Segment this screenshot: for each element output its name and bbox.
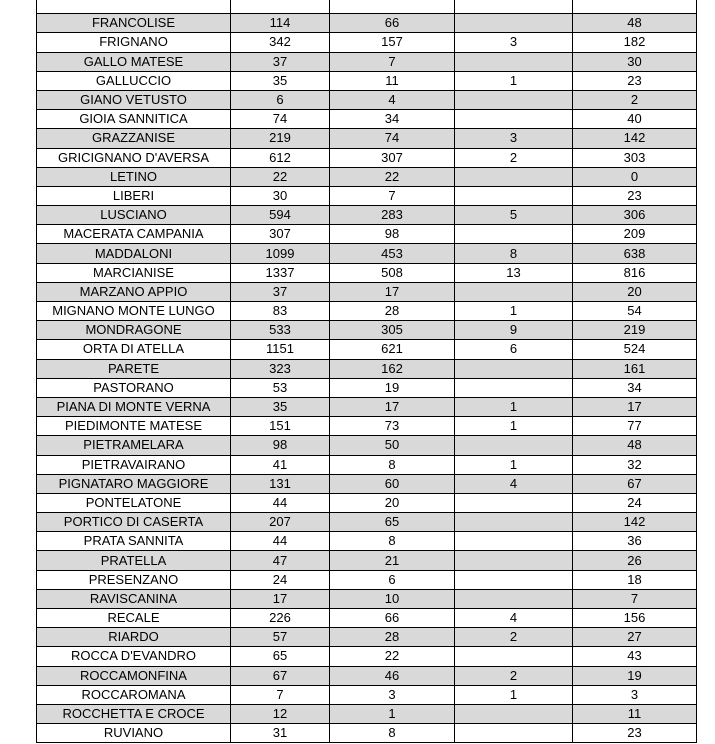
municipality-name-cell: MARCIANISE: [37, 263, 231, 282]
table-row: [37, 685, 697, 704]
value-col-4-cell: 209: [573, 225, 697, 244]
value-col-1-cell: 24: [231, 570, 330, 589]
value-col-3-cell: [455, 110, 573, 129]
value-col-2-cell: 1: [330, 704, 455, 723]
value-col-2-cell: 46: [330, 666, 455, 685]
value-col-3-cell: 1: [455, 397, 573, 416]
value-col-2-cell: 4: [330, 90, 455, 109]
value-col-3-cell: [455, 14, 573, 33]
table-row: [37, 417, 697, 436]
value-col-2-cell: 8: [330, 724, 455, 743]
value-col-4-cell: 27: [573, 628, 697, 647]
value-col-4-cell: 36: [573, 532, 697, 551]
table-row: [37, 90, 697, 109]
value-col-3-cell: 2: [455, 666, 573, 685]
value-col-2-cell: 28: [330, 628, 455, 647]
value-col-1-cell: 41: [231, 455, 330, 474]
value-col-3-cell: [455, 167, 573, 186]
value-col-3-cell: 5: [455, 206, 573, 225]
table-row: [37, 186, 697, 205]
table-row: [37, 378, 697, 397]
table-row: [37, 14, 697, 33]
municipality-name-cell: PARETE: [37, 359, 231, 378]
value-col-1-cell: 74: [231, 110, 330, 129]
value-col-4-cell: 30: [573, 52, 697, 71]
value-col-2-cell: 3: [330, 685, 455, 704]
value-col-1-cell: 37: [231, 52, 330, 71]
table-row: [37, 321, 697, 340]
value-col-4-cell: 40: [573, 110, 697, 129]
municipality-name-cell: RIARDO: [37, 628, 231, 647]
value-col-2-cell: 6: [330, 570, 455, 589]
table-row: [37, 551, 697, 570]
value-col-1-cell: 67: [231, 666, 330, 685]
table-row: [37, 397, 697, 416]
value-col-4-cell: 7: [573, 589, 697, 608]
value-col-4-cell: 156: [573, 609, 697, 628]
table-row: [37, 436, 697, 455]
value-col-3-cell: [455, 589, 573, 608]
municipality-name-cell: RUVIANO: [37, 724, 231, 743]
value-col-3-cell: [455, 52, 573, 71]
value-col-2-cell: 307: [330, 148, 455, 167]
value-col-2-cell: 17: [330, 282, 455, 301]
municipality-name-cell: PIGNATARO MAGGIORE: [37, 474, 231, 493]
value-col-3-cell: [455, 532, 573, 551]
value-col-2-cell: 621: [330, 340, 455, 359]
value-col-4-cell: 219: [573, 321, 697, 340]
table-row: [37, 609, 697, 628]
value-col-2-cell: 60: [330, 474, 455, 493]
value-col-1-cell: 1151: [231, 340, 330, 359]
value-col-1-cell: 342: [231, 33, 330, 52]
value-col-2-cell: 66: [330, 609, 455, 628]
table-row: [37, 647, 697, 666]
value-col-3-cell: 2: [455, 628, 573, 647]
value-col-2-cell: 453: [330, 244, 455, 263]
value-col-3-cell: [455, 225, 573, 244]
value-col-2-cell: 21: [330, 551, 455, 570]
table-row: [37, 493, 697, 512]
municipality-name-cell: PIETRAMELARA: [37, 436, 231, 455]
table-row: [37, 244, 697, 263]
value-col-3-cell: [455, 378, 573, 397]
value-col-4-cell: 11: [573, 704, 697, 723]
value-col-2-cell: 17: [330, 397, 455, 416]
value-col-3-cell: [455, 647, 573, 666]
value-col-4-cell: 34: [573, 378, 697, 397]
value-col-4-cell: 17: [573, 397, 697, 416]
value-col-3-cell: 6: [455, 340, 573, 359]
table-row: [37, 704, 697, 723]
municipality-name-cell: GRICIGNANO D'AVERSA: [37, 148, 231, 167]
value-col-3-cell: [455, 359, 573, 378]
value-col-2-cell: 10: [330, 589, 455, 608]
value-col-3-cell: 3: [455, 33, 573, 52]
value-col-2-cell: 508: [330, 263, 455, 282]
value-col-3-cell: 1: [455, 71, 573, 90]
table-row: [37, 282, 697, 301]
value-col-2-cell: 157: [330, 33, 455, 52]
value-col-4-cell: 54: [573, 302, 697, 321]
value-col-2-cell: [330, 0, 455, 14]
value-col-2-cell: 74: [330, 129, 455, 148]
value-col-3-cell: [455, 282, 573, 301]
value-col-4-cell: 23: [573, 71, 697, 90]
value-col-3-cell: [455, 704, 573, 723]
value-col-2-cell: 28: [330, 302, 455, 321]
value-col-2-cell: 34: [330, 110, 455, 129]
value-col-1-cell: 30: [231, 186, 330, 205]
value-col-4-cell: 67: [573, 474, 697, 493]
value-col-3-cell: 13: [455, 263, 573, 282]
value-col-3-cell: [455, 551, 573, 570]
value-col-1-cell: 1337: [231, 263, 330, 282]
value-col-4-cell: 18: [573, 570, 697, 589]
municipality-name-cell: PORTICO DI CASERTA: [37, 513, 231, 532]
table-body: [37, 0, 697, 743]
value-col-2-cell: 283: [330, 206, 455, 225]
municipality-name-cell: ORTA DI ATELLA: [37, 340, 231, 359]
table-row: [37, 532, 697, 551]
value-col-1-cell: [231, 0, 330, 14]
value-col-3-cell: 9: [455, 321, 573, 340]
value-col-1-cell: 6: [231, 90, 330, 109]
value-col-1-cell: 151: [231, 417, 330, 436]
value-col-4-cell: 303: [573, 148, 697, 167]
value-col-2-cell: 22: [330, 167, 455, 186]
value-col-4-cell: 142: [573, 513, 697, 532]
municipality-name-cell: PRATELLA: [37, 551, 231, 570]
table-row: [37, 148, 697, 167]
value-col-2-cell: 7: [330, 186, 455, 205]
value-col-1-cell: 323: [231, 359, 330, 378]
value-col-2-cell: 19: [330, 378, 455, 397]
value-col-3-cell: 1: [455, 455, 573, 474]
value-col-4-cell: 24: [573, 493, 697, 512]
value-col-3-cell: 4: [455, 474, 573, 493]
value-col-3-cell: 1: [455, 302, 573, 321]
value-col-3-cell: 8: [455, 244, 573, 263]
municipality-name-cell: MADDALONI: [37, 244, 231, 263]
value-col-1-cell: 53: [231, 378, 330, 397]
value-col-4-cell: 161: [573, 359, 697, 378]
municipality-name-cell: LIBERI: [37, 186, 231, 205]
value-col-2-cell: 162: [330, 359, 455, 378]
value-col-3-cell: 3: [455, 129, 573, 148]
value-col-4-cell: 816: [573, 263, 697, 282]
value-col-1-cell: 594: [231, 206, 330, 225]
table-row: [37, 0, 697, 14]
value-col-3-cell: [455, 90, 573, 109]
municipality-name-cell: ROCCAMONFINA: [37, 666, 231, 685]
municipality-name-cell: [37, 0, 231, 14]
value-col-1-cell: 1099: [231, 244, 330, 263]
value-col-4-cell: 524: [573, 340, 697, 359]
table-row: [37, 474, 697, 493]
municipality-name-cell: RAVISCANINA: [37, 589, 231, 608]
value-col-2-cell: 8: [330, 532, 455, 551]
municipality-name-cell: MACERATA CAMPANIA: [37, 225, 231, 244]
value-col-3-cell: [455, 0, 573, 14]
table-row: [37, 110, 697, 129]
value-col-4-cell: 26: [573, 551, 697, 570]
value-col-3-cell: [455, 513, 573, 532]
value-col-1-cell: 207: [231, 513, 330, 532]
municipality-name-cell: PIETRAVAIRANO: [37, 455, 231, 474]
value-col-4-cell: 77: [573, 417, 697, 436]
municipality-name-cell: FRANCOLISE: [37, 14, 231, 33]
table-row: [37, 359, 697, 378]
value-col-1-cell: 533: [231, 321, 330, 340]
municipality-name-cell: PONTELATONE: [37, 493, 231, 512]
value-col-1-cell: 219: [231, 129, 330, 148]
value-col-1-cell: 47: [231, 551, 330, 570]
value-col-1-cell: 35: [231, 71, 330, 90]
value-col-1-cell: 7: [231, 685, 330, 704]
value-col-1-cell: 22: [231, 167, 330, 186]
value-col-2-cell: 98: [330, 225, 455, 244]
value-col-2-cell: 50: [330, 436, 455, 455]
value-col-4-cell: 182: [573, 33, 697, 52]
table-row: [37, 340, 697, 359]
value-col-3-cell: 2: [455, 148, 573, 167]
municipality-name-cell: GALLO MATESE: [37, 52, 231, 71]
value-col-1-cell: 31: [231, 724, 330, 743]
municipality-name-cell: MARZANO APPIO: [37, 282, 231, 301]
table-row: [37, 71, 697, 90]
municipality-table: [36, 0, 697, 743]
value-col-2-cell: 305: [330, 321, 455, 340]
municipality-name-cell: GRAZZANISE: [37, 129, 231, 148]
value-col-1-cell: 37: [231, 282, 330, 301]
table-row: [37, 589, 697, 608]
value-col-1-cell: 98: [231, 436, 330, 455]
value-col-4-cell: 48: [573, 436, 697, 455]
municipality-name-cell: PIANA DI MONTE VERNA: [37, 397, 231, 416]
municipality-name-cell: ROCCAROMANA: [37, 685, 231, 704]
value-col-4-cell: 306: [573, 206, 697, 225]
value-col-3-cell: 4: [455, 609, 573, 628]
value-col-1-cell: 307: [231, 225, 330, 244]
value-col-3-cell: [455, 493, 573, 512]
value-col-2-cell: 11: [330, 71, 455, 90]
value-col-2-cell: 65: [330, 513, 455, 532]
value-col-2-cell: 20: [330, 493, 455, 512]
table-row: [37, 167, 697, 186]
table-row: [37, 570, 697, 589]
value-col-1-cell: 44: [231, 532, 330, 551]
value-col-4-cell: 19: [573, 666, 697, 685]
table-row: [37, 666, 697, 685]
value-col-4-cell: [573, 0, 697, 14]
municipality-name-cell: ROCCA D'EVANDRO: [37, 647, 231, 666]
municipality-name-cell: LUSCIANO: [37, 206, 231, 225]
table-row: [37, 724, 697, 743]
value-col-2-cell: 22: [330, 647, 455, 666]
value-col-1-cell: 131: [231, 474, 330, 493]
municipality-name-cell: GIANO VETUSTO: [37, 90, 231, 109]
value-col-1-cell: 17: [231, 589, 330, 608]
value-col-1-cell: 65: [231, 647, 330, 666]
value-col-3-cell: [455, 570, 573, 589]
table-row: [37, 263, 697, 282]
value-col-2-cell: 8: [330, 455, 455, 474]
value-col-1-cell: 114: [231, 14, 330, 33]
value-col-4-cell: 32: [573, 455, 697, 474]
value-col-3-cell: 1: [455, 417, 573, 436]
value-col-4-cell: 3: [573, 685, 697, 704]
value-col-4-cell: 638: [573, 244, 697, 263]
municipality-name-cell: PASTORANO: [37, 378, 231, 397]
table-row: [37, 628, 697, 647]
value-col-1-cell: 57: [231, 628, 330, 647]
municipality-name-cell: FRIGNANO: [37, 33, 231, 52]
value-col-4-cell: 43: [573, 647, 697, 666]
value-col-2-cell: 7: [330, 52, 455, 71]
value-col-3-cell: [455, 186, 573, 205]
value-col-3-cell: 1: [455, 685, 573, 704]
municipality-name-cell: LETINO: [37, 167, 231, 186]
municipality-name-cell: MIGNANO MONTE LUNGO: [37, 302, 231, 321]
value-col-2-cell: 66: [330, 14, 455, 33]
value-col-3-cell: [455, 436, 573, 455]
value-col-1-cell: 12: [231, 704, 330, 723]
municipality-name-cell: RECALE: [37, 609, 231, 628]
table-row: [37, 206, 697, 225]
value-col-1-cell: 44: [231, 493, 330, 512]
value-col-1-cell: 226: [231, 609, 330, 628]
table-row: [37, 302, 697, 321]
municipality-name-cell: PRATA SANNITA: [37, 532, 231, 551]
table-row: [37, 33, 697, 52]
value-col-4-cell: 0: [573, 167, 697, 186]
municipality-name-cell: ROCCHETTA E CROCE: [37, 704, 231, 723]
value-col-4-cell: 2: [573, 90, 697, 109]
municipality-name-cell: GALLUCCIO: [37, 71, 231, 90]
municipality-name-cell: PIEDIMONTE MATESE: [37, 417, 231, 436]
value-col-4-cell: 20: [573, 282, 697, 301]
table-row: [37, 455, 697, 474]
table-row: [37, 513, 697, 532]
municipality-name-cell: PRESENZANO: [37, 570, 231, 589]
value-col-1-cell: 35: [231, 397, 330, 416]
table-row: [37, 225, 697, 244]
municipality-name-cell: GIOIA SANNITICA: [37, 110, 231, 129]
value-col-1-cell: 612: [231, 148, 330, 167]
value-col-2-cell: 73: [330, 417, 455, 436]
municipality-name-cell: MONDRAGONE: [37, 321, 231, 340]
value-col-3-cell: [455, 724, 573, 743]
value-col-4-cell: 48: [573, 14, 697, 33]
value-col-4-cell: 142: [573, 129, 697, 148]
value-col-4-cell: 23: [573, 186, 697, 205]
value-col-1-cell: 83: [231, 302, 330, 321]
value-col-4-cell: 23: [573, 724, 697, 743]
table-row: [37, 129, 697, 148]
table-row: [37, 52, 697, 71]
